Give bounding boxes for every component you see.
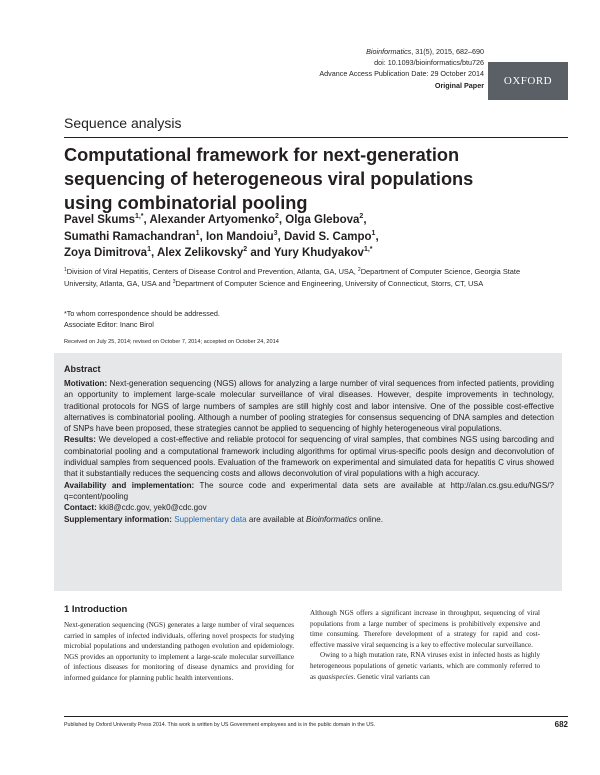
intro-paragraph: Next-generation sequencing (NGS) generates a large number of viral sequences carried in samples of infected individuals, offering novel prospects for studying microbial populations and understanding pathogen evolution and epidemiology. NGS provides an opportunity to implement a large-scale molecular surveillance of infectious diseases for monitoring of disease dynamics and providing for informed guidance for planning public health interventions. [64,621,294,682]
abstract-motivation: Motivation: Next-generation sequencing (NGS) allows for analyzing a large number of viral sequences from infected patients, providing an opportunity to implement large-scale molecular surveillance of viral diseases. However, despite improvements in technology, traditional protocols for NGS of large numbers of samples are still highly cost and labor intensive. One of the possible cost-effective alternatives is combinatorial pooling. Although a number of pooling strategies for consensus sequencing of DNA samples and detection of SNPs have been proposed, these strategies cannot be applied to sequencing of highly heterogeneous viral populations. [64,379,554,434]
advance-access-date: Advance Access Publication Date: 29 October 2014 [319,69,484,78]
author: Alexander Artyomenko$^2$, [149,213,286,226]
paper-title: Computational framework for next-generation sequencing of heterogeneous viral populations using combinatorial pooling [64,145,474,213]
abstract-availability: Availability and implementation: The source code and experimental data sets are available at http://alan.cs.gsu.edu/NGS/?q=content/pooling [64,480,555,501]
doi[interactable]: doi: 10.1093/bioinformatics/btu726 [374,58,484,67]
author: Yury Khudyakov$^{1,*}$ [273,246,373,259]
journal-name: Bioinformatics [366,47,412,56]
abstract-supplementary: Supplementary information: Supplementary data are available at Bioinformatics online. [64,514,383,524]
abstract-contact: Contact: kki8@cdc.gov, yek0@cdc.gov [64,503,207,513]
page-number: 682 [554,720,568,729]
intro-heading: 1 Introduction [64,604,128,615]
author: Pavel Skums$^{1,*}$, [64,213,150,226]
section-label: Sequence analysis [64,115,182,131]
intro-left-column [64,620,294,684]
author: Alex Zelikovsky$^2$ and [156,246,274,259]
intro-right-column [310,608,540,682]
journal-citation: Bioinformatics, 31(5), 2015, 682–690 [366,47,484,56]
abstract-body [64,378,554,525]
author: David S. Campo$^1$, [283,229,379,243]
footer-text: Published by Oxford University Press 2014. This work is written by US Government employees and is in the public domain in the US. [64,722,376,728]
author: Zoya Dimitrova$^1$, [64,246,157,259]
author: Ion Mandoiu$^3$, [205,229,284,243]
associate-editor: Associate Editor: Inanc Birol [64,320,154,329]
received-dates: Received on July 25, 2014; revised on October 7, 2014; accepted on October 24, 2014 [64,339,279,345]
oxford-logo: OXFORD [488,62,568,100]
correspondence-note: *To whom correspondence should be addressed. [64,309,220,318]
abstract-heading: Abstract [64,364,101,374]
intro-paragraph: Although NGS offers a significant increase in throughput, sequencing of viral populations from a large number of specimens is prohibitively expensive and time consuming. Therefore development of a strategy for rapid and cost-effective massive viral sequencing is a key to effective molecular surveillance. [310,609,540,649]
section-rule [64,137,568,138]
abstract-results: Results: We developed a cost-effective and reliable protocol for sequencing of viral samples, that combines NGS using barcoding and combinatorial pooling and a computational framework including algorithms for optimal virus-specific pools design and deconvolution of individual samples from sequenced pools. Evaluation of the framework on experimental and simulated data for hepatitis C virus showed that it substantially reduces the sequencing costs and allows deconvolution of viral populations with a high accuracy. [64,435,554,479]
footer-rule [64,716,568,717]
supplementary-link[interactable]: Supplementary data [174,514,247,524]
affiliations: $^1$Division of Viral Hepatitis, Centers of Disease Control and Prevention, Atlanta, GA, USA, $^2$Department of Computer Science, Georgia State University, Atlanta, GA, USA and $^3$Department of Computer Science and Engineering, University of Connecticut, Storrs, CT, USA [64,267,521,288]
author: Olga Glebova$^2$, [285,213,367,226]
intro-paragraph: Owing to a high mutation rate, RNA viruses exist in infected hosts as highly heterogeneous populations of genetic variants, which are commonly referred to as quasispecies. Genetic viral variants can [310,651,540,681]
author: Sumathi Ramachandran$^1$, [64,229,206,243]
paper-type: Original Paper [434,81,484,90]
author-list [64,212,504,262]
